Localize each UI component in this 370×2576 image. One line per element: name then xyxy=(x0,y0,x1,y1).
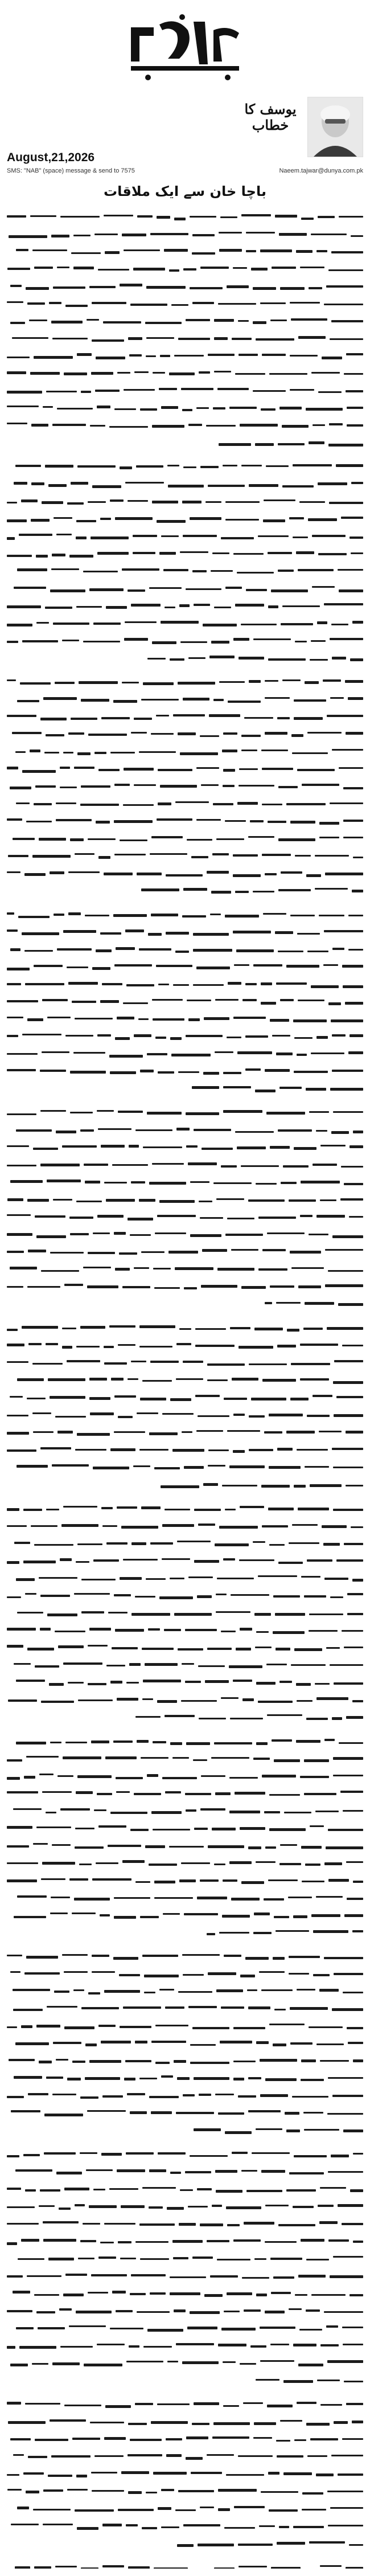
text-line xyxy=(7,2451,363,2462)
text-line xyxy=(7,1357,363,1368)
text-line xyxy=(7,652,363,664)
text-line xyxy=(7,1694,363,1705)
text-line xyxy=(7,495,363,507)
text-line xyxy=(7,996,363,1007)
text-line xyxy=(7,1874,363,1886)
text-line xyxy=(7,1676,363,1688)
text-line xyxy=(7,478,363,490)
text-line xyxy=(7,402,363,413)
text-line xyxy=(7,711,363,722)
text-line xyxy=(7,298,363,309)
newspaper-logo xyxy=(114,5,256,90)
text-line xyxy=(7,315,363,326)
text-line xyxy=(7,1624,363,1636)
text-line xyxy=(7,2072,363,2083)
text-line xyxy=(7,2485,363,2497)
author-photo xyxy=(307,97,363,157)
text-line xyxy=(7,2002,363,2014)
text-line xyxy=(7,1572,363,1583)
text-line xyxy=(7,211,363,222)
text-line xyxy=(7,1374,363,1386)
text-line xyxy=(7,2416,363,2427)
article-paragraph xyxy=(7,1107,363,1322)
text-line xyxy=(7,2520,363,2532)
text-line xyxy=(7,2374,363,2386)
text-line xyxy=(7,2090,363,2101)
author-box xyxy=(181,97,363,159)
text-line xyxy=(7,1891,363,1903)
text-line xyxy=(7,1194,363,1205)
text-line xyxy=(7,909,363,920)
text-line xyxy=(7,2468,363,2479)
text-line xyxy=(7,1641,363,1653)
text-line xyxy=(7,2166,363,2177)
text-line xyxy=(7,1030,363,1042)
text-line xyxy=(7,833,363,844)
text-line xyxy=(7,1048,363,1059)
article-paragraph xyxy=(7,909,363,1107)
text-line xyxy=(7,2562,363,2569)
author-name: یوسف کا خطاب xyxy=(244,101,297,133)
text-line xyxy=(7,1926,363,1938)
text-line xyxy=(7,2183,363,2194)
article-paragraph xyxy=(7,211,363,461)
text-line xyxy=(7,2235,363,2247)
text-line xyxy=(7,2037,363,2049)
text-line xyxy=(7,1409,363,1420)
text-line xyxy=(7,634,363,646)
article-paragraph xyxy=(7,676,363,909)
text-line xyxy=(7,437,363,448)
text-line xyxy=(7,815,363,826)
text-line xyxy=(7,1176,363,1187)
text-line xyxy=(7,1013,363,1025)
author-portrait-icon xyxy=(308,97,363,157)
text-line xyxy=(7,728,363,740)
text-line xyxy=(7,2218,363,2229)
text-line xyxy=(7,867,363,879)
article-paragraph xyxy=(7,1322,363,1502)
text-line xyxy=(7,1502,363,1514)
text-line xyxy=(7,1298,363,1309)
article-paragraph xyxy=(7,2562,363,2569)
text-line xyxy=(7,1444,363,1455)
text-line xyxy=(7,2433,363,2444)
text-line xyxy=(7,530,363,542)
text-line xyxy=(7,1857,363,1868)
text-line xyxy=(7,1520,363,1531)
text-line xyxy=(7,2305,363,2316)
text-line xyxy=(7,1461,363,1472)
text-line xyxy=(7,1711,363,1722)
sms-instructions: SMS: "NAB" (space) message & send to 7575 xyxy=(7,167,135,174)
publish-date: August,21,2026 xyxy=(7,151,95,164)
text-line xyxy=(7,2398,363,2410)
text-line xyxy=(7,694,363,705)
text-line xyxy=(7,763,363,775)
text-line xyxy=(7,1822,363,1833)
text-line xyxy=(7,1985,363,1997)
text-line xyxy=(7,1391,363,1403)
text-line xyxy=(7,419,363,431)
text-line xyxy=(7,1322,363,1333)
text-line xyxy=(7,850,363,861)
article-paragraph xyxy=(7,2398,363,2562)
text-line xyxy=(7,1263,363,1275)
text-line xyxy=(7,1340,363,1351)
text-line xyxy=(7,1083,363,1094)
text-line xyxy=(7,1805,363,1816)
text-line xyxy=(7,1590,363,1601)
text-line xyxy=(7,1555,363,1566)
text-line xyxy=(7,333,363,344)
text-line xyxy=(7,1141,363,1153)
text-line xyxy=(7,565,363,576)
text-line xyxy=(7,2055,363,2066)
text-line xyxy=(7,1211,363,1222)
text-line xyxy=(7,461,363,472)
text-line xyxy=(7,384,363,396)
text-line xyxy=(7,2503,363,2514)
article-paragraph xyxy=(7,1951,363,2149)
text-line xyxy=(7,2537,363,2549)
text-line xyxy=(7,1107,363,1118)
text-line xyxy=(7,245,363,257)
text-line xyxy=(7,1479,363,1490)
article-paragraph xyxy=(7,1502,363,1735)
text-line xyxy=(7,2124,363,2136)
article-body xyxy=(7,211,363,2569)
text-line xyxy=(7,1124,363,1136)
text-line xyxy=(7,1228,363,1240)
contact-line xyxy=(7,167,363,174)
text-line xyxy=(7,350,363,361)
text-line xyxy=(7,1246,363,1257)
text-line xyxy=(7,1159,363,1170)
text-line xyxy=(7,798,363,809)
text-line xyxy=(7,961,363,972)
text-line xyxy=(7,548,363,559)
text-line xyxy=(7,746,363,757)
article-headline: باچا خان سے ایک ملاقات xyxy=(104,183,266,199)
text-line xyxy=(7,263,363,275)
text-line xyxy=(7,2270,363,2282)
text-line xyxy=(7,1537,363,1549)
text-line xyxy=(7,1426,363,1438)
text-line xyxy=(7,1951,363,1962)
text-line xyxy=(7,1787,363,1799)
text-line xyxy=(7,944,363,955)
page-header xyxy=(0,0,370,199)
article-paragraph xyxy=(7,461,363,676)
text-line xyxy=(7,1065,363,1076)
text-line xyxy=(7,1968,363,1979)
text-line xyxy=(7,1607,363,1618)
text-line xyxy=(7,978,363,990)
text-line xyxy=(7,583,363,594)
text-line xyxy=(7,2020,363,2032)
text-line xyxy=(7,780,363,792)
text-line xyxy=(7,2107,363,2118)
article-paragraph xyxy=(7,2148,363,2398)
text-line xyxy=(7,926,363,937)
text-line xyxy=(7,2201,363,2212)
text-line xyxy=(7,2287,363,2299)
text-line xyxy=(7,367,363,379)
text-line xyxy=(7,1659,363,1670)
author-email[interactable]: Naeem.tajwar@dunya.com.pk xyxy=(279,167,363,174)
text-line xyxy=(7,513,363,525)
text-line xyxy=(7,1735,363,1747)
text-line xyxy=(7,884,363,896)
text-line xyxy=(7,1770,363,1782)
text-line xyxy=(7,617,363,629)
text-line xyxy=(7,2340,363,2351)
text-line xyxy=(7,600,363,611)
text-line xyxy=(7,280,363,292)
text-line xyxy=(7,1752,363,1764)
text-line xyxy=(7,1840,363,1851)
text-line xyxy=(7,2322,363,2333)
text-line xyxy=(7,676,363,687)
text-line xyxy=(7,1909,363,1920)
text-line xyxy=(7,2357,363,2368)
article-paragraph xyxy=(7,1735,363,1951)
text-line xyxy=(7,228,363,240)
text-line xyxy=(7,1280,363,1292)
text-line xyxy=(7,2148,363,2160)
dunya-logo-icon xyxy=(114,5,256,90)
text-line xyxy=(7,2253,363,2264)
